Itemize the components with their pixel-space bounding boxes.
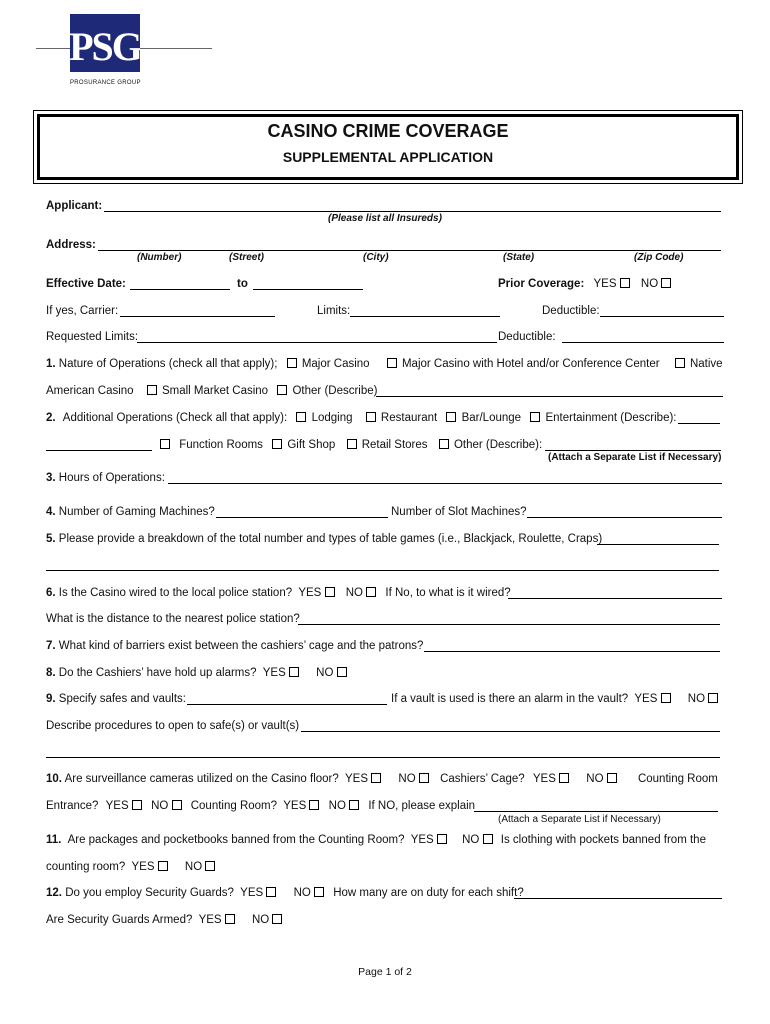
q1-hotel-checkbox[interactable] (387, 358, 397, 368)
logo-tagline: PROSURANCE GROUP (70, 80, 141, 86)
q12-guards-field[interactable] (514, 898, 722, 899)
q3-row (46, 472, 165, 484)
q2-retail-label: Retail Stores (361, 439, 428, 451)
q5-field-2[interactable] (46, 570, 719, 571)
q2-text: Additional Operations (Check all that apply): (62, 412, 288, 424)
q10-entrance-label: Entrance? (46, 800, 99, 812)
q2-function-rooms-checkbox[interactable] (160, 439, 170, 449)
q11-line2 (46, 861, 217, 873)
q3-number: 3. (46, 472, 56, 484)
page-subtitle: SUPPLEMENTAL APPLICATION (282, 149, 494, 165)
q2-lodging-label: Lodging (311, 412, 353, 424)
q10-countroom-no-label: NO (328, 800, 346, 812)
q5-row (46, 533, 602, 545)
q10-countroom-yes-checkbox[interactable] (309, 800, 319, 810)
q11-clothing-no-label: NO (184, 861, 203, 873)
carrier-label: If yes, Carrier: (46, 305, 119, 317)
psg-logo (70, 14, 140, 86)
q10-attach-note: (Attach a Separate List if Necessary) (498, 814, 661, 825)
q1-small-market-checkbox[interactable] (147, 385, 157, 395)
q8-no-checkbox[interactable] (337, 667, 347, 677)
effective-date-to-field[interactable] (253, 289, 363, 290)
q9-vault-alarm-label: If a vault is used is there an alarm in the vault? (391, 693, 629, 705)
q6-ifno-label: If No, to what is it wired? (385, 587, 511, 599)
prior-coverage-no-label: NO (640, 278, 659, 290)
requested-deductible-label: Deductible: (498, 331, 556, 343)
q11-number: 11. (46, 834, 62, 846)
q8-number: 8. (46, 667, 56, 679)
q10-countroom-label: Counting Room? (190, 800, 278, 812)
q10-entrance-yes-label: YES (105, 800, 129, 812)
q1-hotel-label: Major Casino with Hotel and/or Conference Center (401, 358, 660, 370)
q10-number: 10. (46, 773, 62, 785)
q5-field[interactable] (597, 544, 719, 545)
q11-clothing-yes-checkbox[interactable] (158, 861, 168, 871)
q1-small-market-label: Small Market Casino (161, 385, 269, 397)
q2-bar-checkbox[interactable] (446, 412, 456, 422)
q2-entertainment-checkbox[interactable] (530, 412, 540, 422)
q12-how-many-text: How many are on duty for each shift? (333, 887, 524, 899)
q12-armed-no-label: NO (252, 914, 270, 926)
q2-entertainment-field-cont[interactable] (46, 450, 152, 451)
q10-floor-no-label: NO (398, 773, 416, 785)
q12-yes-checkbox[interactable] (266, 887, 276, 897)
q9-text: Specify safes and vaults: (58, 693, 187, 705)
q1-number: 1. (46, 358, 56, 370)
q9-row (46, 693, 186, 705)
q8-row (46, 667, 349, 679)
q8-yes-checkbox[interactable] (289, 667, 299, 677)
psg-logo-graphic (70, 14, 140, 86)
q12-armed-yes-checkbox[interactable] (225, 914, 235, 924)
prior-coverage-yes-label: YES (593, 278, 617, 290)
q1-other-label: Other (Describe) (292, 385, 378, 397)
q7-number: 7. (46, 640, 56, 652)
address-field[interactable] (98, 250, 721, 251)
q10-floor-no-checkbox[interactable] (419, 773, 429, 783)
q2-number: 2. (46, 412, 56, 424)
q11-clothing-yes-label: YES (131, 861, 155, 873)
q2-other-field[interactable] (545, 450, 721, 451)
q2-entertainment-label: Entertainment (Describe): (545, 412, 677, 424)
limits-field[interactable] (350, 316, 500, 317)
q12-number: 12. (46, 887, 62, 899)
q1-american-casino: American Casino (46, 385, 134, 397)
q2-other-label: Other (Describe): (453, 439, 543, 451)
q2-lodging-checkbox[interactable] (296, 412, 306, 422)
q6-distance-label: What is the distance to the nearest police station? (46, 613, 300, 625)
q10-explain-field[interactable] (474, 811, 718, 812)
q1-other-field[interactable] (376, 396, 723, 397)
q6-row (46, 587, 511, 599)
address-street-hint: (Street) (229, 252, 265, 263)
q9-describe-label: Describe procedures to open to safe(s) or vault(s) (46, 720, 300, 732)
q11-text: Are packages and pocketbooks banned from the Counting Room? (67, 834, 405, 846)
q12-armed-text: Are Security Guards Armed? (46, 914, 193, 926)
q6-no-checkbox[interactable] (366, 587, 376, 597)
q10-text: Are surveillance cameras utilized on the Casino floor? (64, 773, 339, 785)
q10-ifno-label: If NO, please explain (368, 800, 476, 812)
applicant-field[interactable] (104, 211, 721, 212)
q11-clothing-no-checkbox[interactable] (205, 861, 215, 871)
q1-native-label: Native (689, 358, 723, 370)
address-state-hint: (State) (503, 252, 535, 263)
q12-text: Do you employ Security Guards? (65, 887, 234, 899)
q9-describe-field-2[interactable] (46, 757, 720, 758)
q12-no-checkbox[interactable] (314, 887, 324, 897)
requested-limits-label: Requested Limits: (46, 331, 139, 343)
q9-describe-field[interactable] (301, 731, 720, 732)
q11-no-label: NO (462, 834, 480, 846)
q6-yes-label: YES (298, 587, 322, 599)
q11-clothing-text: Is clothing with pockets banned from the (500, 834, 706, 846)
q1-native-checkbox[interactable] (675, 358, 685, 368)
q9-yes-label: YES (634, 693, 658, 705)
q2-restaurant-checkbox[interactable] (366, 412, 376, 422)
q7-row (46, 640, 423, 652)
q9-no-label: NO (687, 693, 706, 705)
q10-entrance-no-label: NO (151, 800, 169, 812)
address-label: Address: (46, 239, 96, 251)
applicant-hint: (Please list all Insureds) (328, 213, 442, 224)
logo-rule-left (36, 48, 70, 49)
q6-number: 6. (46, 587, 56, 599)
q12-no-label: NO (293, 887, 311, 899)
address-zip-hint: (Zip Code) (634, 252, 684, 263)
q2-entertainment-field[interactable] (678, 423, 720, 424)
carrier-field[interactable] (120, 316, 275, 317)
q11-yes-label: YES (410, 834, 434, 846)
svg-text:PSG: PSG (70, 24, 140, 69)
q2-restaurant-label: Restaurant (380, 412, 438, 424)
q10-countroom-no-checkbox[interactable] (349, 800, 359, 810)
q4-row (46, 506, 215, 518)
logo-rule-right (140, 48, 212, 49)
q6-distance-field[interactable] (298, 624, 720, 625)
q8-yes-label: YES (262, 667, 286, 679)
q10-floor-yes-checkbox[interactable] (371, 773, 381, 783)
q2-other-checkbox[interactable] (439, 439, 449, 449)
effective-date-to: to (237, 278, 248, 290)
deductible-label: Deductible: (542, 305, 600, 317)
q4-number: 4. (46, 506, 56, 518)
q10-cage-no-checkbox[interactable] (607, 773, 617, 783)
q12-armed-yes-label: YES (198, 914, 222, 926)
q8-text: Do the Cashiers’ have hold up alarms? (58, 667, 257, 679)
q4-gaming-field[interactable] (216, 517, 388, 518)
q10-cage-yes-checkbox[interactable] (559, 773, 569, 783)
q2-gift-shop-label: Gift Shop (287, 439, 336, 451)
q6-yes-checkbox[interactable] (325, 587, 335, 597)
q3-text: Hours of Operations: (58, 472, 165, 484)
prior-coverage-no-checkbox[interactable] (661, 278, 671, 288)
q8-no-label: NO (316, 667, 334, 679)
requested-limits-field[interactable] (137, 342, 497, 343)
effective-date-from-field[interactable] (130, 289, 230, 290)
q1-line1 (46, 358, 723, 370)
q4-text: Number of Gaming Machines? (58, 506, 215, 518)
deductible-field[interactable] (600, 316, 724, 317)
q6-no-label: NO (345, 587, 363, 599)
requested-deductible-field[interactable] (562, 342, 724, 343)
q4-slot-field[interactable] (527, 517, 722, 518)
q2-retail-checkbox[interactable] (347, 439, 357, 449)
q9-vault-alarm (391, 693, 720, 705)
q9-safes-field[interactable] (187, 704, 387, 705)
q2-attach-note: (Attach a Separate List if Necessary) (548, 452, 722, 463)
q11-line1 (46, 834, 706, 846)
q10-entrance-yes-checkbox[interactable] (132, 800, 142, 810)
q10-floor-yes-label: YES (345, 773, 369, 785)
q2-line2 (160, 439, 542, 451)
q12-line2 (46, 914, 284, 926)
q10-counting-room-label: Counting Room (637, 773, 718, 785)
q10-countroom-yes-label: YES (283, 800, 307, 812)
q10-line2 (46, 800, 475, 812)
q9-no-checkbox[interactable] (708, 693, 718, 703)
q1-other-checkbox[interactable] (277, 385, 287, 395)
address-city-hint: (City) (363, 252, 389, 263)
q7-field[interactable] (424, 651, 720, 652)
q12-yes-label: YES (240, 887, 264, 899)
applicant-label: Applicant: (46, 200, 103, 212)
q10-entrance-no-checkbox[interactable] (172, 800, 182, 810)
prior-coverage-label: Prior Coverage: (498, 278, 585, 290)
q11-yes-checkbox[interactable] (437, 834, 447, 844)
q5-text: Please provide a breakdown of the total number and types of table games (i.e., Blackjack, Roulette, Craps) (58, 533, 603, 545)
q10-cage-label: Cashiers’ Cage? (440, 773, 525, 785)
q12-line1 (46, 887, 524, 899)
q9-yes-checkbox[interactable] (661, 693, 671, 703)
q1-text: Nature of Operations (check all that apply); (58, 358, 278, 370)
q6-wired-field[interactable] (508, 598, 722, 599)
q11-counting-room-text: counting room? (46, 861, 126, 873)
q12-armed-no-checkbox[interactable] (272, 914, 282, 924)
q1-major-casino-label: Major Casino (301, 358, 370, 370)
address-number-hint: (Number) (137, 252, 182, 263)
q1-major-casino-checkbox[interactable] (287, 358, 297, 368)
q10-cage-yes-label: YES (532, 773, 556, 785)
q1-line2 (46, 385, 377, 397)
page-number: Page 1 of 2 (358, 966, 412, 978)
prior-coverage-yes-checkbox[interactable] (620, 278, 630, 288)
q6-text: Is the Casino wired to the local police station? (58, 587, 293, 599)
q11-no-checkbox[interactable] (483, 834, 493, 844)
q2-function-rooms-label: Function Rooms (179, 439, 263, 451)
q2-bar-label: Bar/Lounge (461, 412, 522, 424)
q7-text: What kind of barriers exist between the cashiers’ cage and the patrons? (58, 640, 424, 652)
q10-cage-no-label: NO (586, 773, 604, 785)
page-title: CASINO CRIME COVERAGE (267, 121, 509, 141)
q5-number: 5. (46, 533, 56, 545)
q10-line1 (46, 773, 718, 785)
effective-date-label: Effective Date: (46, 278, 126, 290)
q2-line1 (46, 412, 677, 424)
q4-slot-label: Number of Slot Machines? (391, 506, 527, 518)
q9-number: 9. (46, 693, 56, 705)
q2-gift-shop-checkbox[interactable] (272, 439, 282, 449)
prior-coverage (498, 278, 673, 290)
title-box (33, 110, 743, 184)
limits-label: Limits: (317, 305, 351, 317)
q3-field[interactable] (168, 483, 722, 484)
